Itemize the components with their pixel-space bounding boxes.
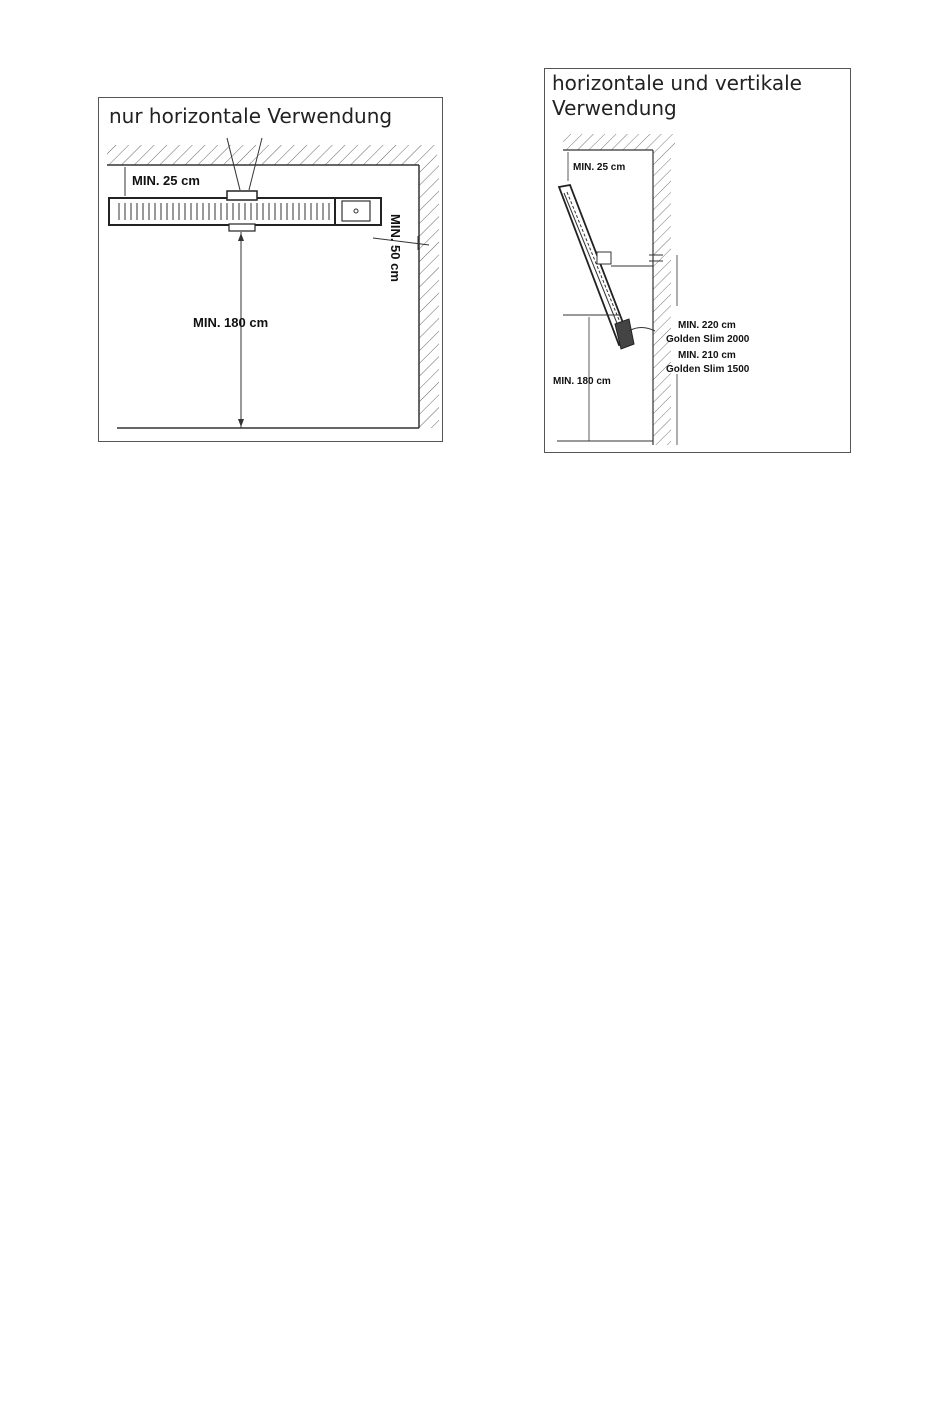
floor-height-label: MIN. 180 cm	[193, 315, 269, 330]
heater-bracket	[229, 224, 255, 231]
ceiling-hatch	[107, 145, 437, 165]
model-1500-label: Golden Slim 1500	[666, 364, 750, 375]
model-2000-label: Golden Slim 2000	[666, 334, 750, 345]
horizontal-installation-diagram	[98, 97, 443, 442]
ceiling-hatch	[563, 134, 675, 150]
floor-height-label: MIN. 180 cm	[553, 376, 611, 387]
heater-control-box	[342, 201, 370, 221]
height-1500-label: MIN. 210 cm	[678, 350, 736, 361]
horizontal-diagram-title: nur horizontale Verwendung	[109, 104, 393, 128]
wall-hatch	[653, 150, 671, 445]
wall-hatch	[419, 165, 439, 428]
heater-bracket	[227, 191, 257, 200]
vertical-diagram-title-line1: horizontale und vertikale	[552, 71, 802, 95]
vertical-diagram-title-line2: Verwendung	[552, 96, 677, 120]
horizontal-diagram-drawing	[99, 98, 444, 443]
ceiling-clearance-label: MIN. 25 cm	[132, 173, 200, 188]
side-clearance-label: MIN. 50 cm	[388, 214, 403, 282]
heater-tilted	[559, 185, 655, 349]
ceiling-clearance-label: MIN. 25 cm	[573, 162, 626, 173]
vertical-diagram-drawing	[545, 69, 852, 454]
vertical-installation-diagram	[544, 68, 851, 453]
height-2000-label: MIN. 220 cm	[678, 320, 736, 331]
